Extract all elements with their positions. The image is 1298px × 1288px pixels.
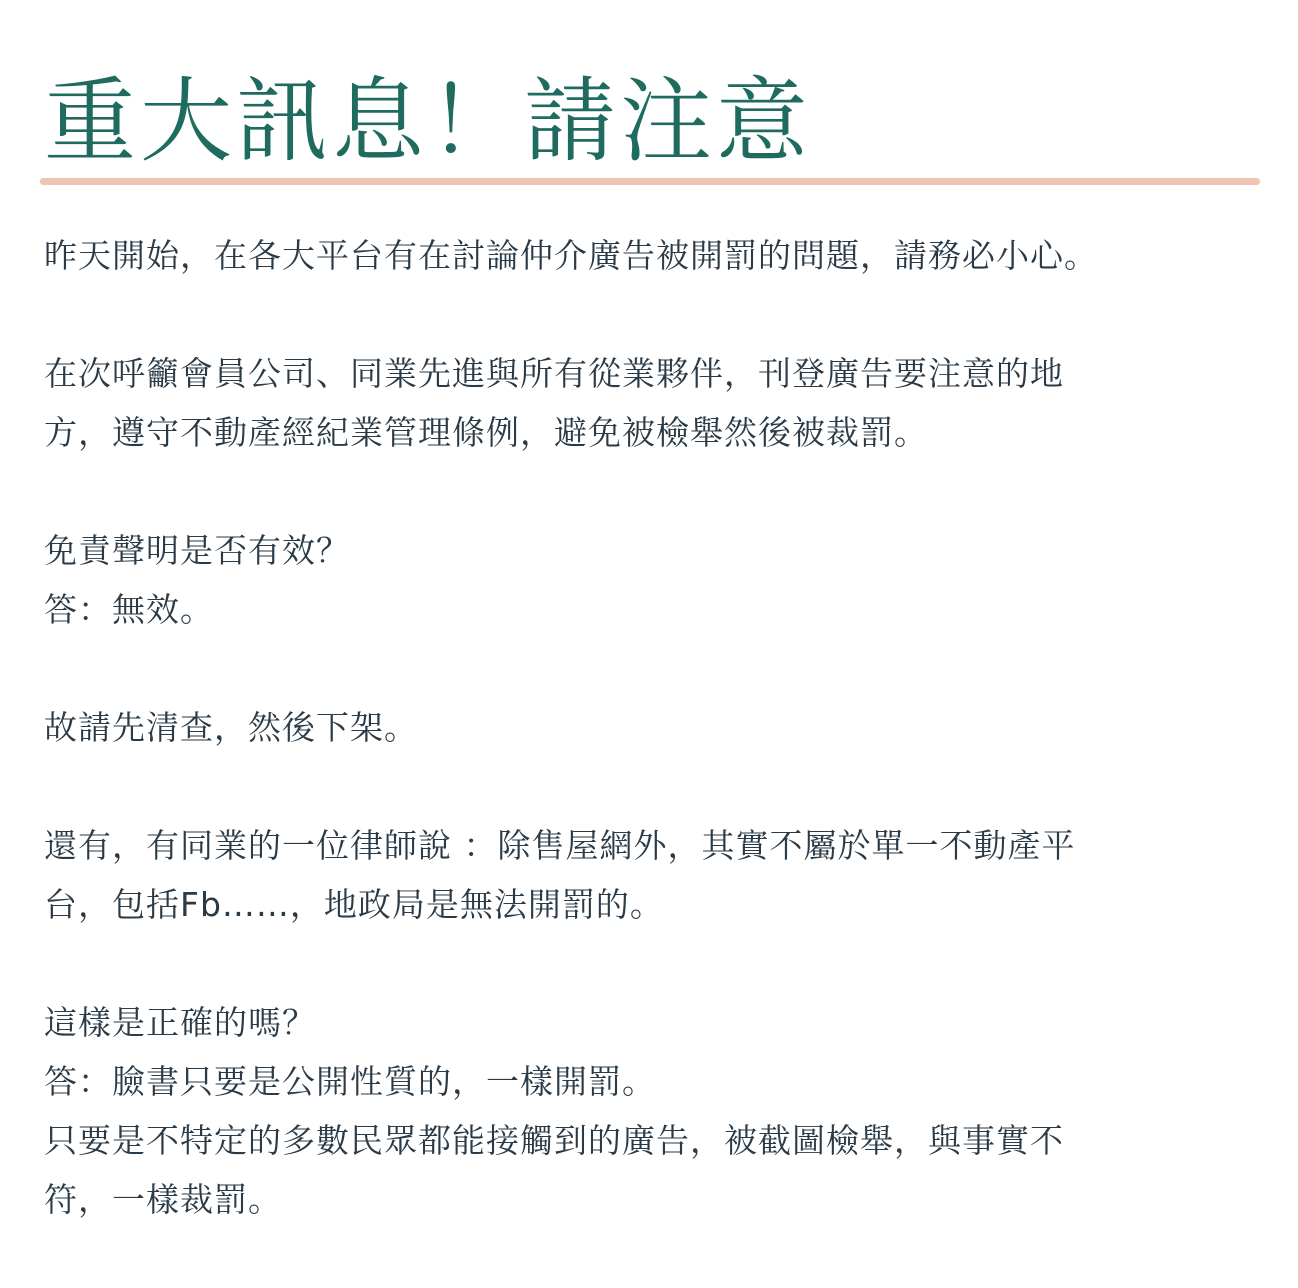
text-line: 台，包括Fb……，地政局是無法開罰的。 [44,885,664,924]
text-line: 符，一樣裁罰。 [44,1180,282,1219]
paragraph [44,698,1264,757]
question-line: 免責聲明是否有效？ [44,531,350,570]
page-title: 重大訊息！請注意 [44,68,813,175]
text-line: 故請先清查，然後下架。 [44,708,418,747]
paragraph [44,521,1264,639]
text-line: 方，遵守不動產經紀業管理條例，避免被檢舉然後被裁罰。 [44,413,928,452]
document-body [44,226,1264,1288]
answer-line: 答：臉書只要是公開性質的，一樣開罰。 [44,1062,656,1101]
paragraph [44,226,1264,285]
title-underline [40,178,1260,185]
text-line: 只要是不特定的多數民眾都能接觸到的廣告，被截圖檢舉，與事實不 [44,1121,1064,1160]
text-line: 昨天開始，在各大平台有在討論仲介廣告被開罰的問題，請務必小心。 [44,236,1098,275]
paragraph [44,344,1264,462]
text-line: 還有，有同業的一位律師說 ：除售屋網外，其實不屬於單一不動產平 [44,826,1076,865]
answer-line: 答：無效。 [44,590,214,629]
question-line: 這樣是正確的嗎？ [44,1003,316,1042]
paragraph [44,816,1264,934]
text-line: 在次呼籲會員公司、同業先進與所有從業夥伴，刊登廣告要注意的地 [44,354,1064,393]
paragraph [44,993,1264,1229]
